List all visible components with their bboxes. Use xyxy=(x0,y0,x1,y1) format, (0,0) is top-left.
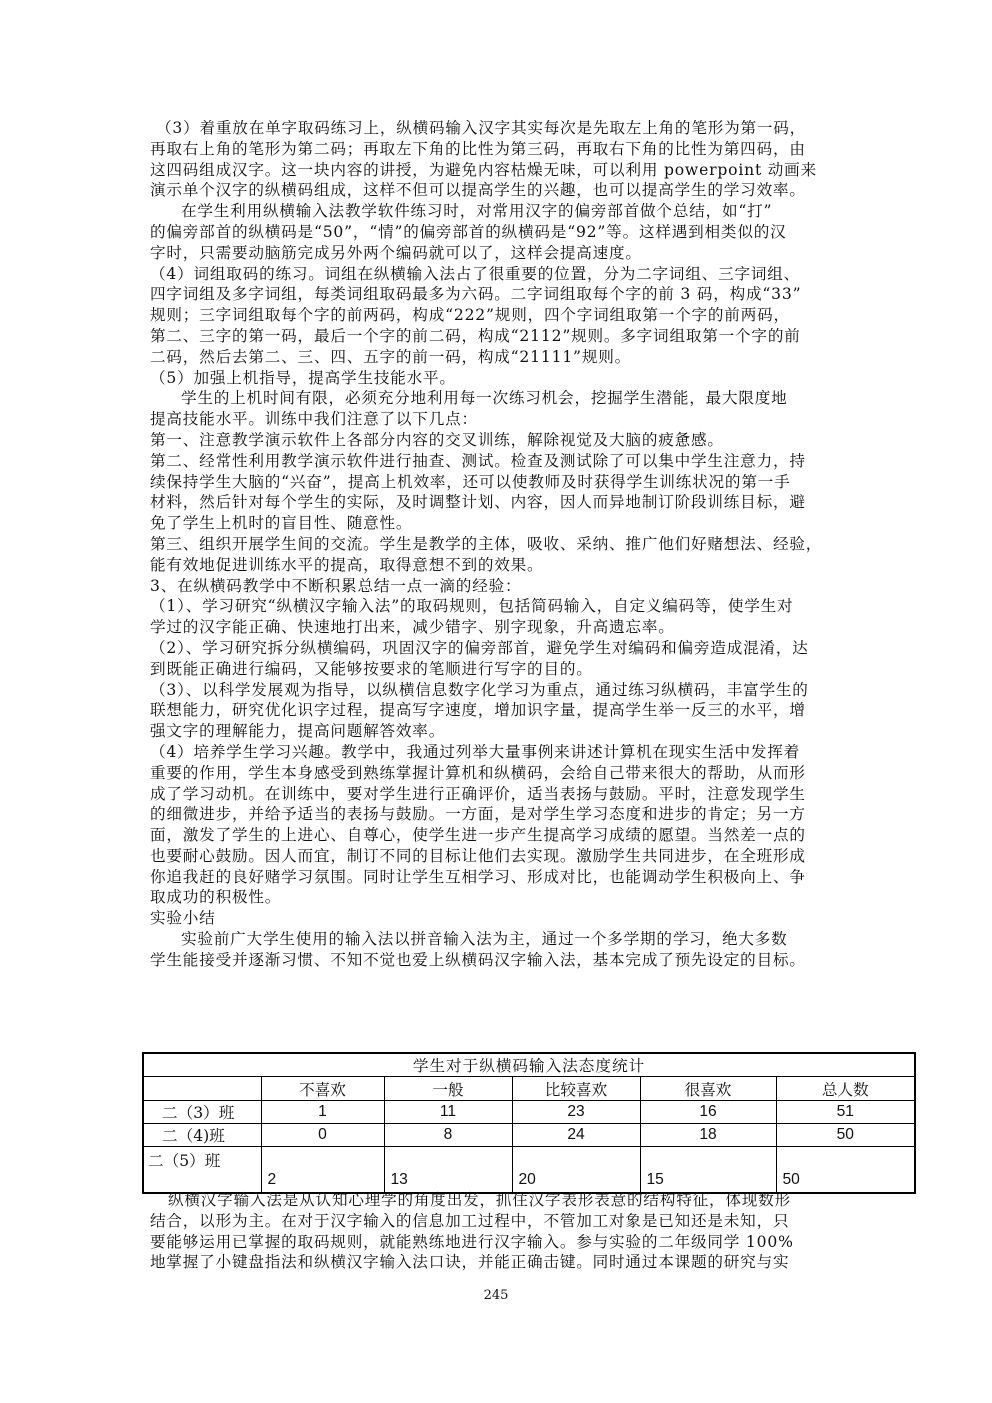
text-line: 学过的汉字能正确、快速地打出来，减少错字、别字现象，升高遗忘率。 xyxy=(150,618,675,637)
text-line: 第三、组织开展学生间的交流。学生是教学的主体，吸收、采纳、推广他们好赌想法、经验， xyxy=(150,534,823,553)
table-cell: 2 xyxy=(261,1147,384,1194)
text-line: 第二、经常性利用教学演示软件进行抽查、测试。检查及测试除了可以集中学生注意力，持 xyxy=(150,451,806,470)
text-line: 面，激发了学生的上进心、自尊心，使学生进一步产生提高学习成绩的愿望。当然差一点的 xyxy=(150,826,806,845)
text-line: 能有效地促进训练水平的提高，取得意想不到的效果。 xyxy=(150,555,544,574)
table-cell: 50 xyxy=(776,1124,915,1147)
header-cell xyxy=(143,1077,261,1101)
text-line: 学生能接受并逐渐习惯、不知不觉也爱上纵横码汉字输入法，基本完成了预先设定的目标。 xyxy=(150,950,806,969)
text-line: 材料，然后针对每个学生的实际，及时调整计划、内容，因人而异地制订阶段训练目标，避 xyxy=(150,493,806,512)
text-line: 到既能正确进行编码，又能够按要求的笔顺进行写字的目的。 xyxy=(150,659,593,678)
header-cell: 比较喜欢 xyxy=(512,1077,640,1101)
text-line: （1）、学习研究“纵横汉字输入法”的取码规则，包括简码输入，自定义编码等，使学生对 xyxy=(150,597,794,616)
text-line: 成了学习动机。在训练中，要对学生进行正确评价，适当表扬与鼓励。平时，注意发现学生 xyxy=(150,784,806,803)
row-label: 二（4)班 xyxy=(143,1124,261,1147)
conclusion-text xyxy=(150,1190,850,1273)
text-line: 第二、三字的第一码，最后一个字的前二码，构成“2112”规则。多字词组取第一个字的前 xyxy=(150,326,801,345)
text-line: 字时，只需要动脑筋完成另外两个编码就可以了，这样会提高速度。 xyxy=(150,243,642,262)
page-number: 245 xyxy=(483,1288,509,1303)
text-line: （5）加强上机指导，提高学生技能水平。 xyxy=(150,368,456,387)
text-line: 重要的作用，学生本身感受到熟练掌握计算机和纵横码，会给自己带来很大的帮助，从而形 xyxy=(150,763,806,782)
text-line: （2）、学习研究拆分纵横编码，巩固汉字的偏旁部首，避免学生对编码和偏旁造成混淆，达 xyxy=(150,638,809,657)
table-caption: 学生对于纵横码输入法态度统计 xyxy=(143,1053,915,1077)
text-line: 学生的上机时间有限，必须充分地利用每一次练习机会，挖掘学生潜能，最大限度地 xyxy=(181,389,788,408)
table-cell: 16 xyxy=(640,1101,776,1124)
table-cell: 18 xyxy=(640,1124,776,1147)
text-line: 的偏旁部首的纵横码是“50”，“情”的偏旁部首的纵横码是“92”等。这样遇到相类似的汉 xyxy=(150,222,787,241)
table-row xyxy=(143,1147,915,1194)
text-line: 第一、注意教学演示软件上各部分内容的交叉训练，解除视觉及大脑的疲惫感。 xyxy=(150,430,724,449)
header-cell: 很喜欢 xyxy=(640,1077,776,1101)
text-line: 结合，以形为主。在对于汉字输入的信息加工过程中，不管加工对象是已知还是未知，只 xyxy=(150,1211,790,1230)
text-line: 地掌握了小键盘指法和纵横汉字输入法口诀，并能正确击键。同时通过本课题的研究与实 xyxy=(150,1253,790,1272)
text-line: 也要耐心鼓励。因人而宜，制订不同的目标让他们去实现。激励学生共同进步，在全班形成 xyxy=(150,846,806,865)
header-cell: 总人数 xyxy=(776,1077,915,1101)
table-cell: 24 xyxy=(512,1124,640,1147)
table-header-row xyxy=(143,1077,915,1101)
table-row xyxy=(143,1124,915,1147)
text-line: 续保持学生大脑的“兴奋”，提高上机效率，还可以使教师及时获得学生训练状况的第一手 xyxy=(150,472,791,491)
text-line: 3、在纵横码教学中不断积累总结一点一滴的经验： xyxy=(150,576,522,595)
text-line: 强文字的理解能力，提高问题解答效率。 xyxy=(150,722,446,741)
text-line: 四字词组及多字词组，每类词组取码最多为六码。二字词组取每个字的前 3 码，构成“33” xyxy=(150,285,802,304)
text-line: （4）词组取码的练习。词组在纵横输入法占了很重要的位置，分为二字词组、三字词组、 xyxy=(150,264,801,283)
text-line: 要能够运用已掌握的取码规则，就能熟练地进行汉字输入。参与实验的二年级同学 100% xyxy=(150,1232,794,1251)
attitude-stats-table xyxy=(142,1052,916,1194)
table-row xyxy=(143,1101,915,1124)
table-cell: 15 xyxy=(640,1147,776,1194)
table-cell: 50 xyxy=(776,1147,915,1194)
text-line: 联想能力，研究优化识字过程，提高写字速度，增加识字量，提高学生举一反三的水平，增 xyxy=(150,701,806,720)
table-cell: 13 xyxy=(384,1147,512,1194)
text-line: 二码，然后去第二、三、四、五字的前一码，构成“21111”规则。 xyxy=(150,347,631,366)
text-line: 这四码组成汉字。这一块内容的讲授，为避免内容枯燥无味，可以利用 powerpoint 动画来 xyxy=(150,160,817,179)
table-cell: 23 xyxy=(512,1101,640,1124)
table-cell: 11 xyxy=(384,1101,512,1124)
row-label: 二（3）班 xyxy=(143,1101,261,1124)
section-heading: 实验小结 xyxy=(150,909,216,928)
text-line: 的细微进步，并给予适当的表扬与鼓励。一方面，是对学生学习态度和进步的肯定；另一方 xyxy=(150,805,806,824)
table-cell: 51 xyxy=(776,1101,915,1124)
text-line: 演示单个汉字的纵横码组成，这样不但可以提高学生的兴趣，也可以提高学生的学习效率。 xyxy=(150,181,806,200)
table-cell: 1 xyxy=(261,1101,384,1124)
text-line: （3）着重放在单字取码练习上，纵横码输入汉字其实每次是先取左上角的笔形为第一码， xyxy=(156,119,807,137)
body-text xyxy=(150,118,850,971)
text-line: 规则；三字词组取每个字的前两码，构成“222”规则，四个字词组取第一个字的前两码， xyxy=(150,306,790,325)
text-line: 提高技能水平。训练中我们注意了以下几点： xyxy=(150,410,478,429)
text-line: （4）培养学生学习兴趣。教学中，我通过列举大量事例来讲述计算机在现实生活中发挥着 xyxy=(150,742,801,761)
header-cell: 一般 xyxy=(384,1077,512,1101)
table-cell: 0 xyxy=(261,1124,384,1147)
text-line: 再取右上角的笔形为第二码；再取左下角的比性为第三码，再取右下角的比性为第四码，由 xyxy=(150,139,806,158)
text-line: （3）、以科学发展观为指导，以纵横信息数字化学习为重点，通过练习纵横码，丰富学生的 xyxy=(150,680,809,699)
header-cell: 不喜欢 xyxy=(261,1077,384,1101)
text-line: 免了学生上机时的盲目性、随意性。 xyxy=(150,514,413,533)
text-line: 纵横汉字输入法是从认知心理学的角度出发，抓住汉字表形表意的结构特征，体现数形 xyxy=(168,1191,791,1209)
text-line: 在学生利用纵横输入法教学软件练习时，对常用汉字的偏旁部首做个总结，如“打” xyxy=(181,202,773,221)
table-cell: 8 xyxy=(384,1124,512,1147)
row-label: 二（5）班 xyxy=(143,1147,261,1194)
text-line: 取成功的积极性。 xyxy=(150,888,282,907)
text-line: 你追我赶的良好赌学习氛围。同时让学生互相学习、形成对比，也能调动学生积极向上、争 xyxy=(150,867,806,886)
table-cell: 20 xyxy=(512,1147,640,1194)
text-line: 实验前广大学生使用的输入法以拼音输入法为主，通过一个多学期的学习，绝大多数 xyxy=(181,930,788,949)
